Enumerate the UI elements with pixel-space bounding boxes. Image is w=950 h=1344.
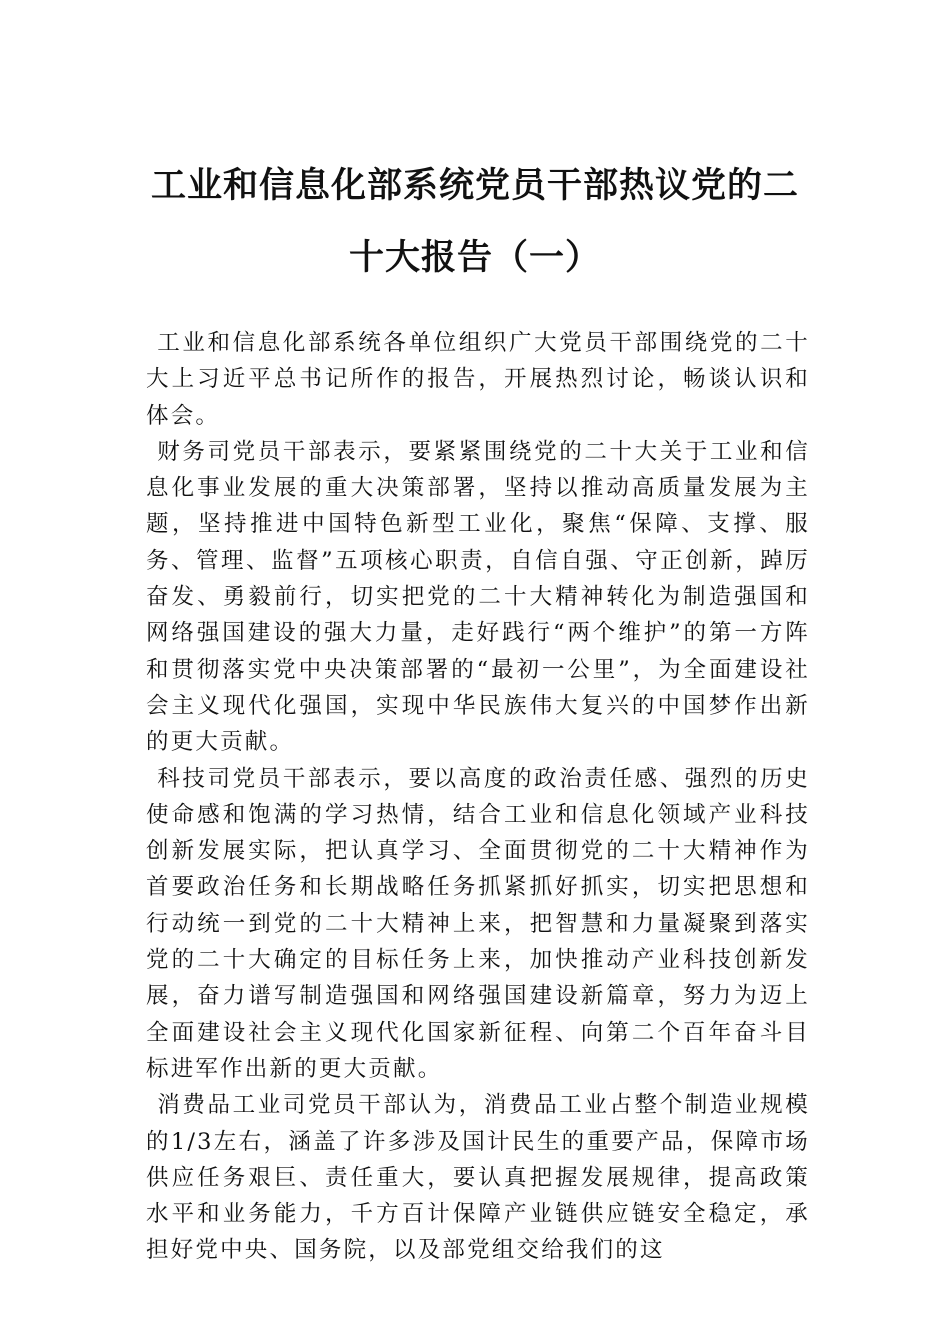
document-title: 工业和信息化部系统党员干部热议党的二十大报告（一） (150, 165, 799, 278)
paragraph-consumer-goods-dept: 消费品工业司党员干部认为，消费品工业占整个制造业规模的1/3左右，涵盖了许多涉及国计民生的重要产品，保障市场供应任务艰巨、责任重大，要认真把握发展规律，提高政策水平和业务能力，千方百计保障产业链供应链安全稳定，承担好党中央、国务院，以及部党组交给我们的这 (146, 1092, 810, 1264)
paragraph-finance-dept: 财务司党员干部表示，要紧紧围绕党的二十大关于工业和信息化事业发展的重大决策部署，坚持以推动高质量发展为主题，坚持推进中国特色新型工业化，聚焦“保障、支撑、服务、管理、监督”五项核心职责，自信自强、守正创新，踔厉奋发、勇毅前行，切实把党的二十大精神转化为制造强国和网络强国建设的强大力量，走好践行“两个维护”的第一方阵和贯彻落实党中央决策部署的“最初一公里”，为全面建设社会主义现代化强国，实现中华民族伟大复兴的中国梦作出新的更大贡献。 (146, 438, 810, 756)
paragraph-science-dept: 科技司党员干部表示，要以高度的政治责任感、强烈的历史使命感和饱满的学习热情，结合工业和信息化领域产业科技创新发展实际，把认真学习、全面贯彻党的二十大精神作为首要政治任务和长期战略任务抓紧抓好抓实，切实把思想和行动统一到党的二十大精神上来，把智慧和力量凝聚到落实党的二十大确定的目标任务上来，加快推动产业科技创新发展，奋力谱写制造强国和网络强国建设新篇章，努力为迈上全面建设社会主义现代化国家新征程、向第二个百年奋斗目标进军作出新的更大贡献。 (146, 765, 810, 1082)
paragraph-intro: 工业和信息化部系统各单位组织广大党员干部围绕党的二十大上习近平总书记所作的报告，开展热烈讨论，畅谈认识和体会。 (146, 330, 810, 429)
document-body (146, 325, 810, 1269)
